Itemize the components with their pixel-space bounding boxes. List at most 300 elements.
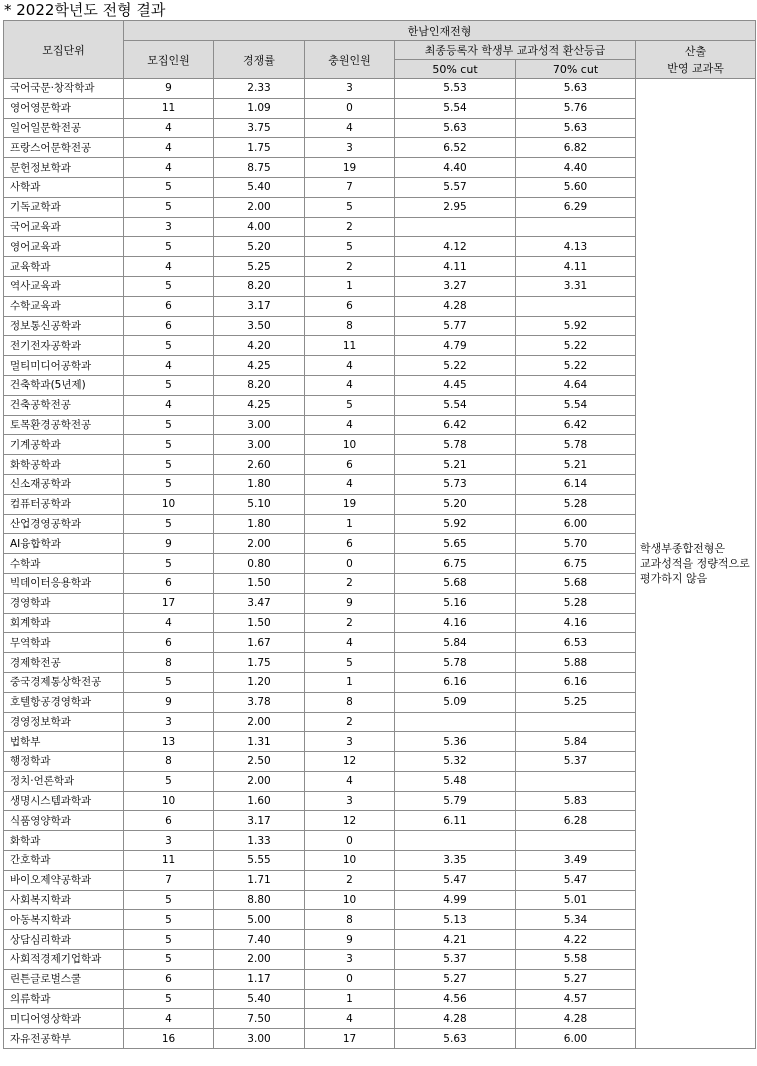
additional-cell: 4 <box>305 118 395 138</box>
cut70-cell: 5.92 <box>516 316 636 336</box>
reflect-subjects-note: 학생부종합전형은 교과성적을 정량적으로 평가하지 않음 <box>636 79 756 1049</box>
additional-cell: 19 <box>305 158 395 178</box>
cut50-cell: 5.92 <box>395 514 516 534</box>
quota-cell: 6 <box>124 316 214 336</box>
cut70-cell: 6.42 <box>516 415 636 435</box>
competition-cell: 1.09 <box>214 98 305 118</box>
cut70-cell: 5.37 <box>516 752 636 772</box>
competition-cell: 1.31 <box>214 732 305 752</box>
competition-cell: 1.17 <box>214 969 305 989</box>
competition-cell: 3.75 <box>214 118 305 138</box>
cut70-cell <box>516 831 636 851</box>
competition-cell: 7.40 <box>214 930 305 950</box>
competition-cell: 2.00 <box>214 197 305 217</box>
table-body <box>4 79 756 1049</box>
cut50-cell: 3.27 <box>395 276 516 296</box>
additional-cell: 9 <box>305 930 395 950</box>
cut50-cell: 5.21 <box>395 455 516 475</box>
competition-cell: 2.33 <box>214 79 305 99</box>
cut50-cell: 2.95 <box>395 197 516 217</box>
additional-cell: 1 <box>305 989 395 1009</box>
competition-cell: 8.75 <box>214 158 305 178</box>
additional-cell: 2 <box>305 257 395 277</box>
cut70-cell: 5.60 <box>516 177 636 197</box>
quota-cell: 6 <box>124 969 214 989</box>
cut70-cell: 5.68 <box>516 573 636 593</box>
additional-cell: 10 <box>305 890 395 910</box>
quota-cell: 5 <box>124 930 214 950</box>
additional-cell: 8 <box>305 910 395 930</box>
cut70-cell <box>516 217 636 237</box>
header-quota: 모집인원 <box>124 41 214 79</box>
cut70-cell <box>516 712 636 732</box>
quota-cell: 13 <box>124 732 214 752</box>
competition-cell: 3.17 <box>214 296 305 316</box>
quota-cell: 5 <box>124 177 214 197</box>
additional-cell: 5 <box>305 197 395 217</box>
competition-cell: 5.25 <box>214 257 305 277</box>
quota-cell: 4 <box>124 1009 214 1029</box>
additional-cell: 5 <box>305 237 395 257</box>
competition-cell: 3.78 <box>214 692 305 712</box>
cut70-cell: 5.70 <box>516 534 636 554</box>
competition-cell: 3.00 <box>214 415 305 435</box>
quota-cell: 5 <box>124 910 214 930</box>
cut50-cell: 5.22 <box>395 356 516 376</box>
quota-cell: 5 <box>124 276 214 296</box>
cut50-cell: 5.73 <box>395 474 516 494</box>
cut70-cell <box>516 296 636 316</box>
cut70-cell: 5.78 <box>516 435 636 455</box>
competition-cell: 3.47 <box>214 593 305 613</box>
quota-cell: 9 <box>124 692 214 712</box>
additional-cell: 4 <box>305 415 395 435</box>
unit-name-cell: 영어영문학과 <box>4 98 124 118</box>
additional-cell: 3 <box>305 950 395 970</box>
header-unit: 모집단위 <box>4 21 124 79</box>
additional-cell: 3 <box>305 79 395 99</box>
unit-name-cell: 경영학과 <box>4 593 124 613</box>
additional-cell: 12 <box>305 811 395 831</box>
unit-name-cell: 정보통신공학과 <box>4 316 124 336</box>
additional-cell: 3 <box>305 791 395 811</box>
additional-cell: 19 <box>305 494 395 514</box>
unit-name-cell: 국어교육과 <box>4 217 124 237</box>
unit-name-cell: 정치·언론학과 <box>4 771 124 791</box>
quota-cell: 6 <box>124 811 214 831</box>
header-cut50: 50% cut <box>395 60 516 79</box>
additional-cell: 0 <box>305 831 395 851</box>
additional-cell: 4 <box>305 375 395 395</box>
quota-cell: 6 <box>124 633 214 653</box>
quota-cell: 5 <box>124 237 214 257</box>
unit-name-cell: 영어교육과 <box>4 237 124 257</box>
cut70-cell: 5.27 <box>516 969 636 989</box>
unit-name-cell: 산업경영공학과 <box>4 514 124 534</box>
cut70-cell: 5.28 <box>516 593 636 613</box>
additional-cell: 1 <box>305 514 395 534</box>
competition-cell: 8.20 <box>214 375 305 395</box>
quota-cell: 5 <box>124 950 214 970</box>
quota-cell: 5 <box>124 415 214 435</box>
cut50-cell: 5.27 <box>395 969 516 989</box>
additional-cell: 3 <box>305 732 395 752</box>
cut70-cell: 5.47 <box>516 870 636 890</box>
unit-name-cell: 호텔항공경영학과 <box>4 692 124 712</box>
competition-cell: 4.20 <box>214 336 305 356</box>
quota-cell: 3 <box>124 217 214 237</box>
quota-cell: 5 <box>124 336 214 356</box>
competition-cell: 1.75 <box>214 653 305 673</box>
additional-cell: 2 <box>305 573 395 593</box>
page-title: * 2022학년도 전형 결과 <box>4 1 166 19</box>
cut50-cell: 4.16 <box>395 613 516 633</box>
header-reflect-subjects <box>636 41 756 79</box>
cut50-cell <box>395 217 516 237</box>
cut70-cell: 5.22 <box>516 356 636 376</box>
unit-name-cell: 역사교육과 <box>4 276 124 296</box>
cut50-cell: 5.79 <box>395 791 516 811</box>
additional-cell: 4 <box>305 771 395 791</box>
unit-name-cell: 무역학과 <box>4 633 124 653</box>
unit-name-cell: 사회복지학과 <box>4 890 124 910</box>
unit-name-cell: 바이오제약공학과 <box>4 870 124 890</box>
additional-cell: 9 <box>305 593 395 613</box>
quota-cell: 7 <box>124 870 214 890</box>
competition-cell: 3.00 <box>214 435 305 455</box>
cut50-cell: 6.75 <box>395 554 516 574</box>
unit-name-cell: 중국경제통상학전공 <box>4 672 124 692</box>
additional-cell: 10 <box>305 435 395 455</box>
cut50-cell: 5.78 <box>395 435 516 455</box>
cut50-cell: 4.11 <box>395 257 516 277</box>
additional-cell: 8 <box>305 316 395 336</box>
cut50-cell: 5.48 <box>395 771 516 791</box>
cut50-cell: 5.32 <box>395 752 516 772</box>
unit-name-cell: 컴퓨터공학과 <box>4 494 124 514</box>
quota-cell: 4 <box>124 613 214 633</box>
unit-name-cell: 일어일문학전공 <box>4 118 124 138</box>
competition-cell: 4.00 <box>214 217 305 237</box>
cut50-cell: 5.78 <box>395 653 516 673</box>
quota-cell: 4 <box>124 118 214 138</box>
additional-cell: 2 <box>305 217 395 237</box>
additional-cell: 2 <box>305 870 395 890</box>
cut50-cell: 4.28 <box>395 1009 516 1029</box>
competition-cell: 5.10 <box>214 494 305 514</box>
cut70-cell: 6.53 <box>516 633 636 653</box>
cut70-cell <box>516 771 636 791</box>
unit-name-cell: 식품영양학과 <box>4 811 124 831</box>
quota-cell: 10 <box>124 494 214 514</box>
header-cut70: 70% cut <box>516 60 636 79</box>
competition-cell: 5.20 <box>214 237 305 257</box>
competition-cell: 8.20 <box>214 276 305 296</box>
quota-cell: 16 <box>124 1029 214 1049</box>
quota-cell: 5 <box>124 514 214 534</box>
header-additional: 충원인원 <box>305 41 395 79</box>
cut70-cell: 6.75 <box>516 554 636 574</box>
quota-cell: 3 <box>124 831 214 851</box>
unit-name-cell: 사회적경제기업학과 <box>4 950 124 970</box>
competition-cell: 5.00 <box>214 910 305 930</box>
additional-cell: 3 <box>305 138 395 158</box>
cut70-cell: 5.54 <box>516 395 636 415</box>
header-group: 한남인재전형 <box>124 21 756 41</box>
quota-cell: 10 <box>124 791 214 811</box>
unit-name-cell: 간호학과 <box>4 851 124 871</box>
quota-cell: 3 <box>124 712 214 732</box>
unit-name-cell: 건축학과(5년제) <box>4 375 124 395</box>
additional-cell: 4 <box>305 633 395 653</box>
cut50-cell: 5.63 <box>395 118 516 138</box>
competition-cell: 2.60 <box>214 455 305 475</box>
unit-name-cell: 화학과 <box>4 831 124 851</box>
competition-cell: 1.33 <box>214 831 305 851</box>
unit-name-cell: 린튼글로벌스쿨 <box>4 969 124 989</box>
unit-name-cell: 건축공학전공 <box>4 395 124 415</box>
cut50-cell: 6.52 <box>395 138 516 158</box>
unit-name-cell: 프랑스어문학전공 <box>4 138 124 158</box>
cut70-cell: 5.34 <box>516 910 636 930</box>
cut70-cell: 6.00 <box>516 514 636 534</box>
unit-name-cell: 회계학과 <box>4 613 124 633</box>
cut70-cell: 3.31 <box>516 276 636 296</box>
cut70-cell: 6.29 <box>516 197 636 217</box>
additional-cell: 1 <box>305 672 395 692</box>
cut70-cell: 5.63 <box>516 118 636 138</box>
unit-name-cell: 경제학전공 <box>4 653 124 673</box>
quota-cell: 11 <box>124 98 214 118</box>
cut70-cell: 5.25 <box>516 692 636 712</box>
admission-results-table <box>3 20 756 1049</box>
competition-cell: 5.40 <box>214 177 305 197</box>
additional-cell: 8 <box>305 692 395 712</box>
competition-cell: 1.80 <box>214 474 305 494</box>
cut70-cell: 6.00 <box>516 1029 636 1049</box>
competition-cell: 2.00 <box>214 712 305 732</box>
cut50-cell: 6.42 <box>395 415 516 435</box>
cut70-cell: 5.84 <box>516 732 636 752</box>
competition-cell: 8.80 <box>214 890 305 910</box>
cut70-cell: 4.11 <box>516 257 636 277</box>
quota-cell: 5 <box>124 375 214 395</box>
header-reflect-line1: 산출 <box>684 44 707 58</box>
additional-cell: 0 <box>305 98 395 118</box>
competition-cell: 3.50 <box>214 316 305 336</box>
additional-cell: 6 <box>305 534 395 554</box>
quota-cell: 4 <box>124 138 214 158</box>
cut70-cell: 4.13 <box>516 237 636 257</box>
cut70-cell: 5.88 <box>516 653 636 673</box>
cut50-cell: 5.54 <box>395 395 516 415</box>
cut70-cell: 5.22 <box>516 336 636 356</box>
quota-cell: 5 <box>124 771 214 791</box>
competition-cell: 3.17 <box>214 811 305 831</box>
cut70-cell: 6.28 <box>516 811 636 831</box>
unit-name-cell: 사학과 <box>4 177 124 197</box>
quota-cell: 5 <box>124 474 214 494</box>
cut70-cell: 4.57 <box>516 989 636 1009</box>
cut70-cell: 5.63 <box>516 79 636 99</box>
cut50-cell: 4.28 <box>395 296 516 316</box>
competition-cell: 2.00 <box>214 534 305 554</box>
additional-cell: 4 <box>305 474 395 494</box>
competition-cell: 5.55 <box>214 851 305 871</box>
competition-cell: 3.00 <box>214 1029 305 1049</box>
cut70-cell: 6.16 <box>516 672 636 692</box>
unit-name-cell: 멀티미디어공학과 <box>4 356 124 376</box>
additional-cell: 1 <box>305 276 395 296</box>
cut70-cell: 5.83 <box>516 791 636 811</box>
quota-cell: 5 <box>124 197 214 217</box>
quota-cell: 8 <box>124 752 214 772</box>
cut50-cell: 5.68 <box>395 573 516 593</box>
quota-cell: 4 <box>124 395 214 415</box>
additional-cell: 6 <box>305 296 395 316</box>
quota-cell: 17 <box>124 593 214 613</box>
quota-cell: 11 <box>124 851 214 871</box>
quota-cell: 9 <box>124 534 214 554</box>
unit-name-cell: 토목환경공학전공 <box>4 415 124 435</box>
cut50-cell: 4.99 <box>395 890 516 910</box>
cut50-cell: 5.77 <box>395 316 516 336</box>
unit-name-cell: 기계공학과 <box>4 435 124 455</box>
quota-cell: 9 <box>124 79 214 99</box>
cut50-cell: 4.40 <box>395 158 516 178</box>
additional-cell: 2 <box>305 712 395 732</box>
cut50-cell: 5.47 <box>395 870 516 890</box>
quota-cell: 6 <box>124 296 214 316</box>
cut50-cell: 6.16 <box>395 672 516 692</box>
competition-cell: 0.80 <box>214 554 305 574</box>
additional-cell: 0 <box>305 969 395 989</box>
quota-cell: 4 <box>124 158 214 178</box>
unit-name-cell: 자유전공학부 <box>4 1029 124 1049</box>
cut50-cell: 4.12 <box>395 237 516 257</box>
additional-cell: 4 <box>305 356 395 376</box>
unit-name-cell: 생명시스템과학과 <box>4 791 124 811</box>
cut50-cell: 5.16 <box>395 593 516 613</box>
unit-name-cell: 법학부 <box>4 732 124 752</box>
cut50-cell: 5.36 <box>395 732 516 752</box>
unit-name-cell: 미디어영상학과 <box>4 1009 124 1029</box>
competition-cell: 7.50 <box>214 1009 305 1029</box>
unit-name-cell: 문헌정보학과 <box>4 158 124 178</box>
cut50-cell: 4.56 <box>395 989 516 1009</box>
cut50-cell: 5.13 <box>395 910 516 930</box>
cut50-cell: 5.63 <box>395 1029 516 1049</box>
quota-cell: 6 <box>124 573 214 593</box>
competition-cell: 1.50 <box>214 573 305 593</box>
cut70-cell: 5.21 <box>516 455 636 475</box>
cut70-cell: 4.22 <box>516 930 636 950</box>
quota-cell: 5 <box>124 989 214 1009</box>
cut70-cell: 3.49 <box>516 851 636 871</box>
cut70-cell: 5.76 <box>516 98 636 118</box>
competition-cell: 2.00 <box>214 950 305 970</box>
header-grade-group: 최종등록자 학생부 교과성적 환산등급 <box>395 41 636 60</box>
additional-cell: 7 <box>305 177 395 197</box>
competition-cell: 1.60 <box>214 791 305 811</box>
quota-cell: 5 <box>124 435 214 455</box>
cut70-cell: 5.28 <box>516 494 636 514</box>
additional-cell: 5 <box>305 395 395 415</box>
additional-cell: 10 <box>305 851 395 871</box>
unit-name-cell: 아동복지학과 <box>4 910 124 930</box>
header-reflect-line2: 반영 교과목 <box>667 61 724 75</box>
cut50-cell: 5.54 <box>395 98 516 118</box>
additional-cell: 0 <box>305 554 395 574</box>
cut70-cell: 5.58 <box>516 950 636 970</box>
cut70-cell: 6.82 <box>516 138 636 158</box>
cut50-cell: 3.35 <box>395 851 516 871</box>
cut50-cell: 4.79 <box>395 336 516 356</box>
unit-name-cell: 기독교학과 <box>4 197 124 217</box>
unit-name-cell: 경영정보학과 <box>4 712 124 732</box>
competition-cell: 4.25 <box>214 356 305 376</box>
cut50-cell: 5.37 <box>395 950 516 970</box>
cut50-cell: 6.11 <box>395 811 516 831</box>
quota-cell: 5 <box>124 672 214 692</box>
additional-cell: 12 <box>305 752 395 772</box>
competition-cell: 1.67 <box>214 633 305 653</box>
header-competition: 경쟁률 <box>214 41 305 79</box>
unit-name-cell: 전기전자공학과 <box>4 336 124 356</box>
quota-cell: 5 <box>124 455 214 475</box>
unit-name-cell: 수학과 <box>4 554 124 574</box>
additional-cell: 17 <box>305 1029 395 1049</box>
additional-cell: 2 <box>305 613 395 633</box>
cut50-cell: 5.65 <box>395 534 516 554</box>
additional-cell: 11 <box>305 336 395 356</box>
quota-cell: 5 <box>124 554 214 574</box>
unit-name-cell: 신소재공학과 <box>4 474 124 494</box>
unit-name-cell: AI융합학과 <box>4 534 124 554</box>
cut50-cell <box>395 712 516 732</box>
competition-cell: 1.75 <box>214 138 305 158</box>
cut50-cell: 5.57 <box>395 177 516 197</box>
competition-cell: 1.80 <box>214 514 305 534</box>
unit-name-cell: 행정학과 <box>4 752 124 772</box>
cut50-cell: 4.21 <box>395 930 516 950</box>
competition-cell: 5.40 <box>214 989 305 1009</box>
unit-name-cell: 국어국문·창작학과 <box>4 79 124 99</box>
competition-cell: 1.50 <box>214 613 305 633</box>
cut70-cell: 4.28 <box>516 1009 636 1029</box>
cut50-cell <box>395 831 516 851</box>
cut70-cell: 6.14 <box>516 474 636 494</box>
additional-cell: 4 <box>305 1009 395 1029</box>
additional-cell: 5 <box>305 653 395 673</box>
unit-name-cell: 빅데이터응용학과 <box>4 573 124 593</box>
additional-cell: 6 <box>305 455 395 475</box>
cut70-cell: 4.16 <box>516 613 636 633</box>
unit-name-cell: 의류학과 <box>4 989 124 1009</box>
competition-cell: 2.00 <box>214 771 305 791</box>
cut50-cell: 5.20 <box>395 494 516 514</box>
competition-cell: 4.25 <box>214 395 305 415</box>
cut50-cell: 5.53 <box>395 79 516 99</box>
quota-cell: 4 <box>124 257 214 277</box>
competition-cell: 1.71 <box>214 870 305 890</box>
quota-cell: 5 <box>124 890 214 910</box>
competition-cell: 2.50 <box>214 752 305 772</box>
table-row <box>4 79 756 99</box>
cut50-cell: 4.45 <box>395 375 516 395</box>
unit-name-cell: 상담심리학과 <box>4 930 124 950</box>
cut70-cell: 4.64 <box>516 375 636 395</box>
